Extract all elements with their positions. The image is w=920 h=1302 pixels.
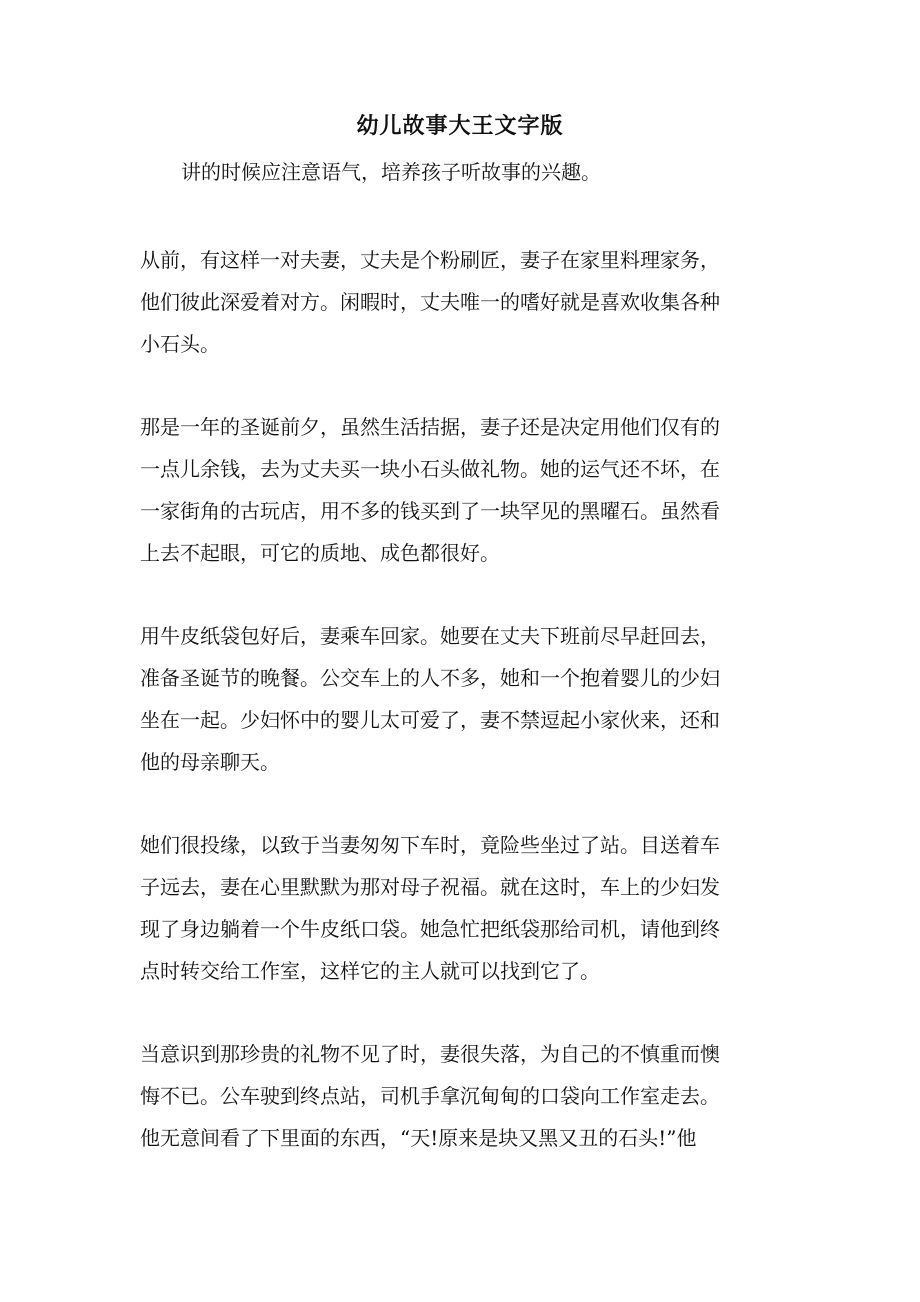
paragraph-line: 坐在一起。少妇怀中的婴儿太可爱了，妻不禁逗起小家伙来，还和 [140,708,720,732]
paragraph-line: 一点儿余钱，去为丈夫买一块小石头做礼物。她的运气还不坏，在 [140,457,720,481]
paragraph-3 [140,615,772,783]
paragraph-line: 从前，有这样一对夫妻，丈夫是个粉刷匠，妻子在家里料理家务， [140,248,720,272]
paragraph-line: 用牛皮纸袋包好后，妻乘车回家。她要在丈夫下班前尽早赶回去， [140,624,720,648]
paragraph-2 [140,406,772,574]
paragraph-line: 那是一年的圣诞前夕，虽然生活拮据，妻子还是决定用他们仅有的 [140,415,720,439]
paragraph-1 [140,239,772,365]
paragraph-line: 小石头。 [140,332,220,356]
paragraph-line: 上去不起眼，可它的质地、成色都很好。 [140,541,500,565]
paragraph-line: 他的母亲聊天。 [140,750,280,774]
paragraph-line: 现了身边躺着一个牛皮纸口袋。她急忙把纸袋那给司机，请他到终 [140,917,720,941]
paragraph-line: 一家街角的古玩店，用不多的钱买到了一块罕见的黑曜石。虽然看 [140,499,720,523]
document-title: 幼儿故事大王文字版 [356,113,564,139]
paragraph-line: 当意识到那珍贵的礼物不见了时，妻很失落，为自己的不慎重而懊 [140,1042,720,1066]
paragraph-line: 她们很投缘，以致于当妻匆匆下车时，竟险些坐过了站。目送着车 [140,833,720,857]
paragraph-line: 点时转交给工作室，这样它的主人就可以找到它了。 [140,959,600,983]
paragraph-line: 子远去，妻在心里默默为那对母子祝福。就在这时，车上的少妇发 [140,875,720,899]
paragraph-4 [140,824,772,992]
paragraph-line: 悔不已。公车驶到终点站，司机手拿沉甸甸的口袋向工作室走去。 [140,1084,720,1108]
document-subtitle: 讲的时候应注意语气，培养孩子听故事的兴趣。 [181,160,601,184]
paragraph-line: 他们彼此深爱着对方。闲暇时，丈夫唯一的嗜好就是喜欢收集各种 [140,290,720,314]
paragraph-line: 准备圣诞节的晚餐。公交车上的人不多，她和一个抱着婴儿的少妇 [140,666,720,690]
paragraph-line: 他无意间看了下里面的东西，“天!原来是块又黑又丑的石头!”他 [140,1126,697,1150]
paragraph-5 [140,1033,772,1159]
